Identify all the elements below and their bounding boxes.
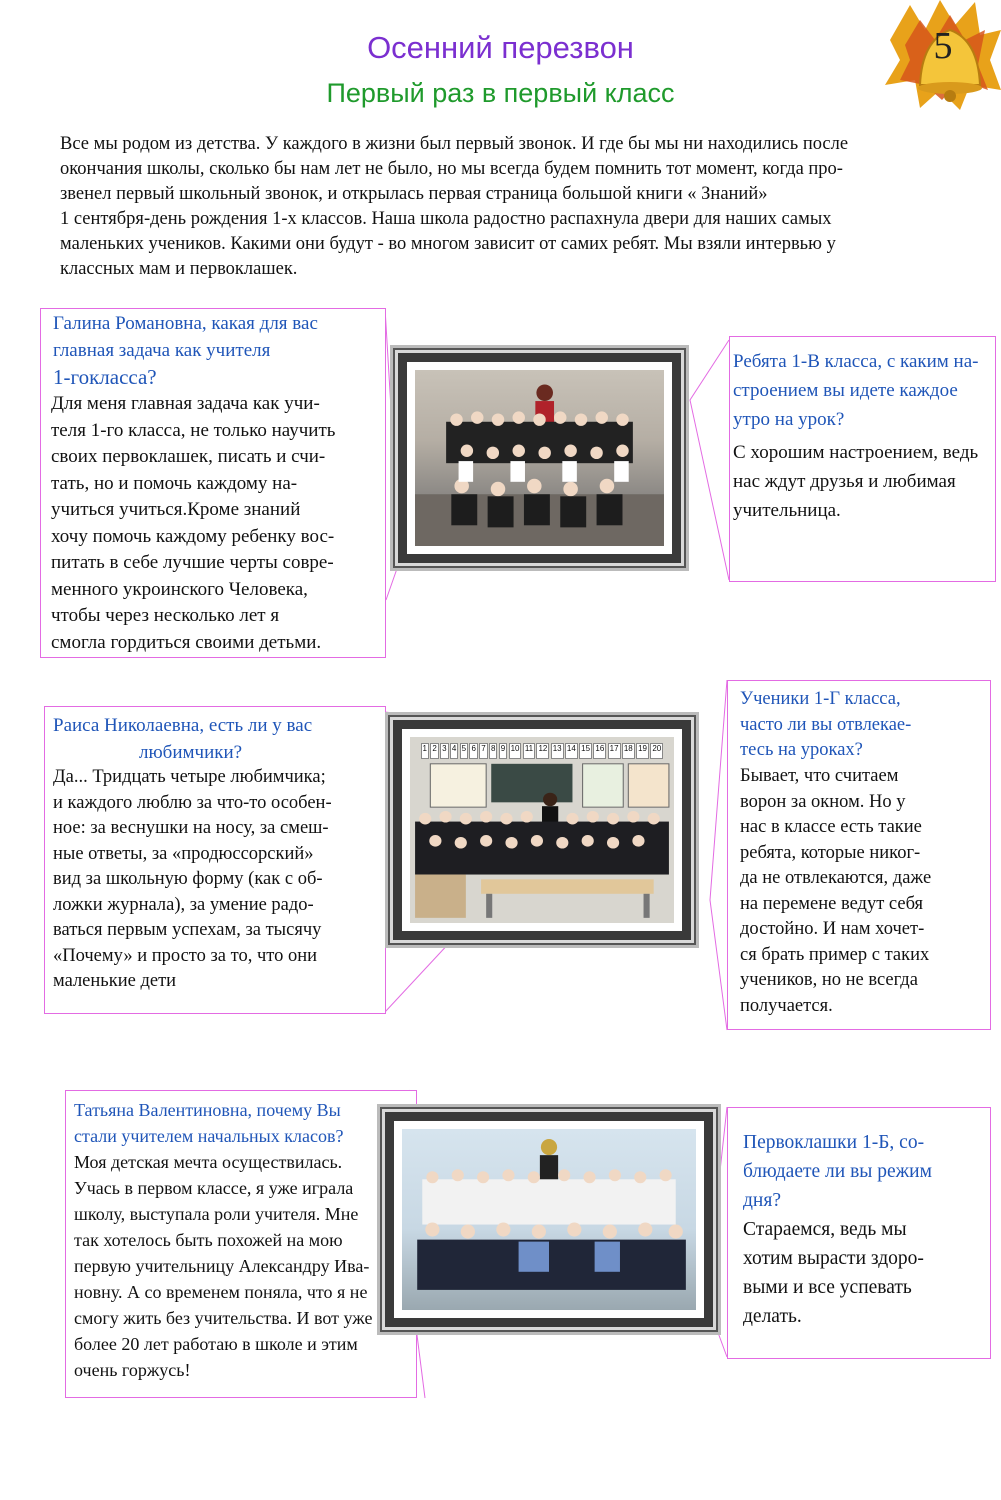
answer-line: выми и все успевать: [743, 1277, 912, 1298]
class-photo-1: [398, 353, 681, 563]
question-line: дня?: [743, 1190, 781, 1211]
question-line: строением вы идете каждое: [733, 380, 958, 401]
answer-line: питать в себе лучшие черты совре-: [51, 552, 334, 573]
interview-box-a: [40, 308, 386, 658]
answer-line: учительница.: [733, 500, 841, 521]
photo-2-number-strip: [421, 743, 664, 760]
question-e: [74, 1097, 414, 1149]
answer-line: и каждого люблю за что-то особен-: [53, 792, 332, 813]
answer-line: «Почему» и просто за то, что они: [53, 945, 318, 966]
number-card: 16: [593, 743, 606, 760]
intro-line: звенел первый школьный звонок, и открылась первая страница большой книги « Знаний»: [60, 184, 768, 204]
photo-3-people: [402, 1129, 696, 1310]
interview-box-e: [65, 1090, 417, 1398]
number-card: 20: [650, 743, 663, 760]
intro-line: классных мам и первоклашек.: [60, 259, 298, 279]
answer-line: ваться первым успехам, за тысячу: [53, 920, 322, 940]
answer-line: так хотелось быть похожей на мою: [74, 1230, 343, 1250]
answer-b: [733, 438, 995, 525]
number-card: 11: [523, 743, 535, 760]
answer-line: делать.: [743, 1306, 802, 1327]
number-card: 19: [636, 743, 649, 760]
number-card: 3: [440, 743, 448, 760]
photo-1-people: [415, 370, 664, 546]
answer-line: теля 1-го класса, не только научить: [51, 419, 336, 441]
answer-line: ное: за веснушки на носу, за смеш-: [53, 818, 329, 838]
question-a: [53, 311, 383, 391]
question-c: [53, 713, 383, 766]
answer-line: учиться учиться.Кроме знаний: [51, 499, 301, 520]
answer-a: [51, 391, 391, 656]
question-line: любимчики?: [139, 741, 243, 763]
number-card: 17: [608, 743, 621, 760]
number-card: 2: [430, 743, 438, 760]
answer-line: хочу помочь каждому ребенку вос-: [51, 525, 335, 547]
question-line: Татьяна Валентиновна, почему Вы: [74, 1100, 341, 1120]
answer-line: чтобы через несколько лет я: [51, 605, 280, 626]
question-line: Раиса Николаевна, есть ли у вас: [53, 715, 313, 736]
answer-line: получается.: [740, 995, 833, 1016]
number-card: 5: [460, 743, 468, 760]
answer-line: смогу жить без учительства. И вот уже: [74, 1308, 373, 1328]
question-line: блюдаете ли вы режим: [743, 1161, 932, 1182]
intro-line: 1 сентября-день рождения 1-х классов. Наша школа радостно распахнула двери для наших самых: [60, 209, 832, 229]
class-photo-3: [385, 1112, 713, 1327]
answer-line: Для меня главная задача как учи-: [51, 393, 320, 414]
question-line: Первоклашки 1-Б, со-: [743, 1132, 925, 1153]
number-card: 7: [479, 743, 487, 760]
answer-line: ворон за окном. Но у: [740, 791, 906, 812]
answer-line: очень горжусь!: [74, 1360, 191, 1380]
answer-c: [53, 765, 385, 995]
answer-line: менного укроинского Человека,: [51, 578, 308, 600]
interview-box-d: [727, 680, 991, 1030]
question-line: Ученики 1-Г класса,: [740, 689, 901, 709]
number-card: 6: [469, 743, 477, 760]
intro-paragraph: [60, 132, 970, 282]
answer-line: нас в классе есть такие: [740, 817, 922, 837]
answer-line: да не отвлекаются, даже: [740, 868, 932, 888]
answer-line: Да... Тридцать четыре любимчика;: [53, 767, 326, 787]
number-card: 15: [579, 743, 592, 760]
number-card: 8: [489, 743, 497, 760]
intro-line: окончания школы, сколько бы нам лет не было, но мы всегда будем помнить тот момент, когда про-: [60, 159, 843, 179]
answer-line: более 20 лет работаю в школе и этим: [74, 1334, 358, 1354]
answer-line: своих первоклашек, писать и счи-: [51, 446, 326, 467]
page-title: Осенний перезвон: [367, 30, 634, 65]
answer-line: ся брать пример с таких: [740, 944, 930, 965]
answer-line: Бывает, что считаем: [740, 766, 899, 786]
number-card: 12: [536, 743, 549, 760]
answer-line: ные ответы, за «продюссорский»: [53, 843, 314, 864]
answer-line: хотим вырасти здоро-: [743, 1248, 924, 1269]
number-card: 14: [565, 743, 578, 760]
question-f: [743, 1128, 988, 1215]
intro-line: маленьких учеников. Какими они будут - во многом зависит от самих ребят. Мы взяли интервью у: [60, 234, 836, 254]
answer-line: смогла гордиться своими детьми.: [51, 631, 322, 653]
answer-line: ребята, которые никог-: [740, 842, 921, 863]
question-line: тесь на уроках?: [740, 740, 863, 760]
answer-e: [74, 1149, 374, 1383]
question-line: главная задача как учителя: [53, 339, 271, 361]
answer-line: достойно. И нам хочет-: [740, 919, 925, 939]
answer-line: Учась в первом классе, я уже играла: [74, 1178, 354, 1198]
question-d: [740, 687, 990, 764]
page-number: 5: [933, 25, 953, 67]
answer-line: вид за школьную форму (как с об-: [53, 869, 323, 889]
number-card: 10: [509, 743, 522, 760]
question-line: утро на урок?: [733, 409, 845, 430]
answer-line: на перемене ведут себя: [740, 893, 924, 914]
question-line: 1-гокласса?: [53, 365, 157, 389]
interview-box-c: [44, 706, 386, 1014]
photo-2-people: [410, 759, 674, 923]
answer-line: тать, но и помочь каждому на-: [51, 472, 298, 494]
answer-line: учеников, но не всегда: [740, 970, 918, 990]
page-subtitle: Первый раз в первый класс: [326, 78, 675, 108]
interview-box-f: [727, 1107, 991, 1359]
number-card: 1: [421, 743, 429, 760]
answer-d: [740, 764, 990, 1019]
class-photo-2: [393, 720, 691, 940]
answer-line: первую учительницу Александру Ива-: [74, 1256, 370, 1276]
question-line: Ребята 1-В класса, с каким на-: [733, 351, 979, 372]
intro-line: Все мы родом из детства. У каждого в жизни был первый звонок. И где бы мы ни находились после: [60, 134, 849, 154]
number-card: 18: [622, 743, 635, 760]
question-b: [733, 347, 995, 434]
number-card: 9: [499, 743, 507, 760]
question-line: стали учителем начальных класов?: [74, 1126, 344, 1146]
answer-line: нас ждут друзья и любимая: [733, 471, 956, 492]
number-card: 4: [450, 743, 458, 760]
answer-line: С хорошим настроением, ведь: [733, 442, 979, 463]
question-line: Галина Романовна, какая для вас: [53, 313, 318, 334]
answer-f: [743, 1215, 988, 1331]
answer-line: школу, выступала роли учителя. Мне: [74, 1204, 359, 1224]
interview-box-b: [729, 336, 996, 582]
answer-line: новну. А со временем поняла, что я не: [74, 1282, 368, 1302]
answer-line: Стараемся, ведь мы: [743, 1219, 907, 1240]
number-card: 13: [551, 743, 564, 760]
answer-line: маленькие дети: [53, 971, 177, 991]
question-line: часто ли вы отвлекае-: [740, 714, 912, 735]
answer-line: ложки журнала), за умение радо-: [53, 894, 314, 915]
answer-line: Моя детская мечта осуществилась.: [74, 1152, 343, 1172]
